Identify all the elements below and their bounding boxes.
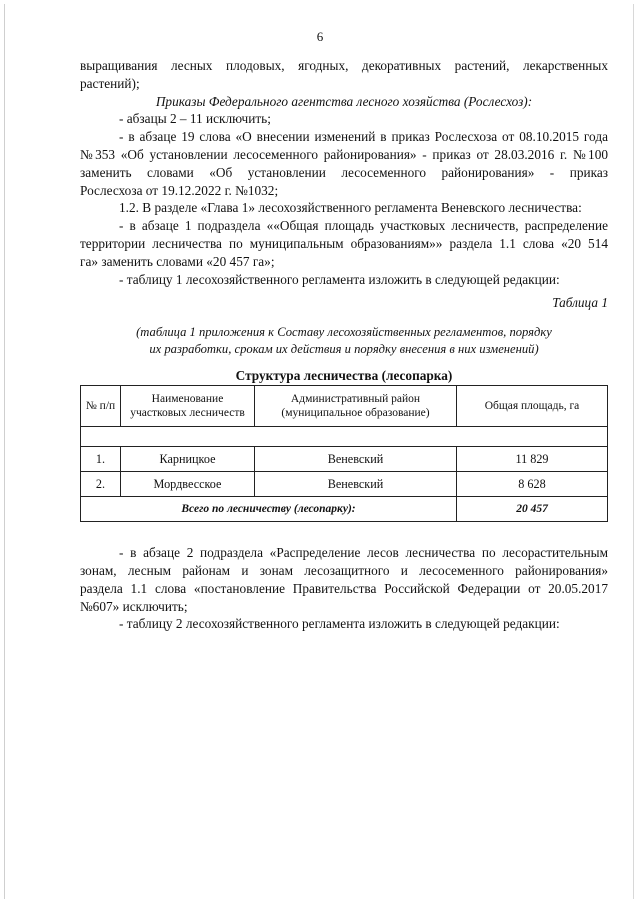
cell-name: Карницкое [121,447,255,472]
header-area: Общая площадь, га [457,386,608,427]
table-spacer-row [81,427,608,447]
item-f-line1: - в абзаце 2 подраздела «Распределение лесов лесничества по лесорастительным [119,545,608,561]
item-f-line3: раздела 1.1 слова «постановление Правительства Российской Федерации от 20.05.2017 [80,580,608,596]
table-title: Структура лесничества (лесопарка) [235,368,453,384]
table-row [81,472,608,497]
item-d-line2: территории лесничества по муниципальным образованиям»» раздела 1.1 слова «20 514 [80,235,608,251]
intro-line: выращивания лесных плодовых, ягодных, декоративных растений, лекарственных [80,58,608,73]
cell-number: 1. [81,447,121,472]
cell-area: 8 628 [457,472,608,497]
document-body [80,57,608,633]
item-e: - таблицу 1 лесохозяйственного регламента изложить в следующей редакции: [119,271,560,287]
table-row [81,447,608,472]
table-total-row [81,497,608,522]
item-b-line2: №353 «Об установлении лесосеменного районирования» - приказ от 28.03.2016 г. №100 [80,146,608,162]
cell-name: Мордвесское [121,472,255,497]
table-label: Таблица 1 [552,295,608,311]
cell-area: 11 829 [457,447,608,472]
total-label: Всего по лесничеству (лесопарку): [81,497,457,522]
section-heading: Приказы Федерального агентства лесного хозяйства (Рослесхоз): [155,93,533,109]
item-a: - абзацы 2 – 11 исключить; [119,111,271,127]
header-district: Административный район (муниципальное образование) [255,386,457,427]
table-caption [80,324,608,358]
cell-district: Веневский [255,447,457,472]
table-header-row [81,386,608,427]
page-number: 6 [316,29,324,44]
item-b-line4: Рослесхоза от 19.12.2022 г. №1032; [80,182,279,198]
item-f-line4: №607» исключить; [80,598,188,614]
item-d-line3: га» заменить словами «20 457 га»; [80,253,275,269]
item-d-line1: - в абзаце 1 подраздела ««Общая площадь участковых лесничеств, распределение [119,218,608,234]
table-caption-line: (таблица 1 приложения к Составу лесохозяйственных регламентов, порядку [136,325,552,340]
item-b-line1: - в абзаце 19 слова «О внесении изменений в приказ Рослесхоза от 08.10.2015 года [119,129,608,145]
item-g: - таблицу 2 лесохозяйственного регламента изложить в следующей редакции: [119,616,560,632]
intro-line: растений); [80,75,140,91]
table-caption-line: их разработки, срокам их действия и порядку внесения в них изменений) [149,342,539,357]
item-c: 1.2. В разделе «Глава 1» лесохозяйственного регламента Веневского лесничества: [119,200,582,216]
cell-district: Веневский [255,472,457,497]
item-b-line3: заменить словами «Об установлении лесосеменного районирования» - приказ [80,164,608,180]
header-name: Наименование участковых лесничеств [121,386,255,427]
total-value: 20 457 [457,497,608,522]
forestry-structure-table [80,385,608,522]
cell-number: 2. [81,472,121,497]
header-number: № п/п [81,386,121,427]
item-f-line2: зонам, лесным районам и зонам лесозащитного и лесосеменного районирования» [80,562,608,578]
